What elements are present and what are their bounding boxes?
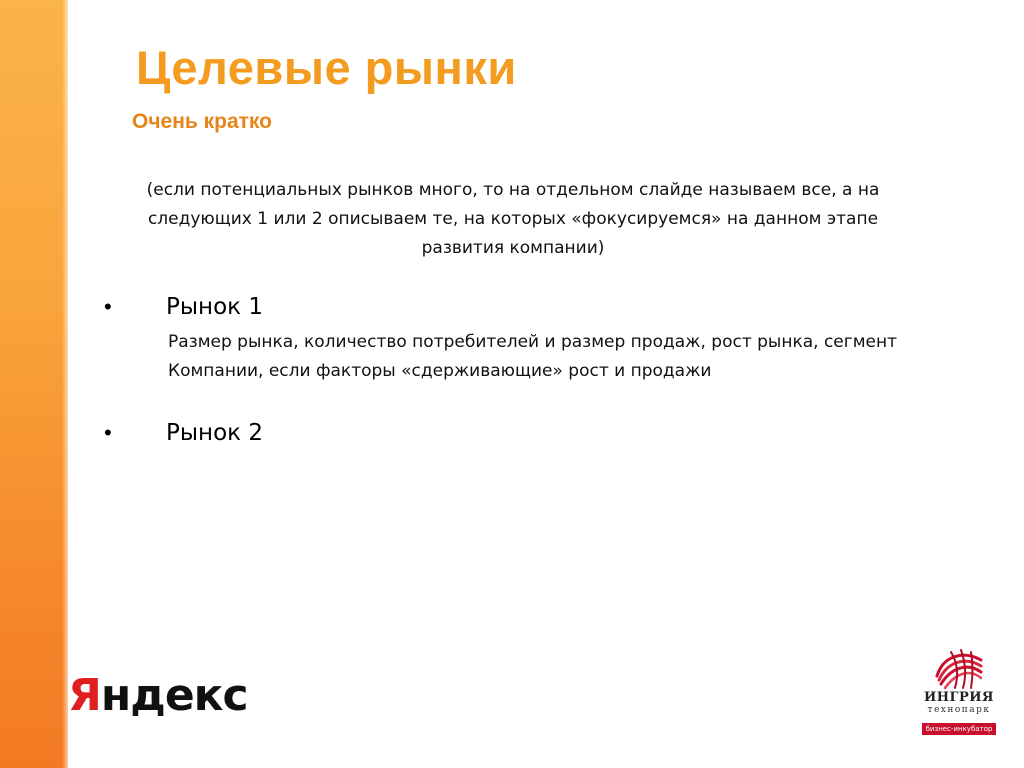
slide-subtitle: Очень кратко — [132, 110, 272, 133]
yandex-logo-first-letter: Я — [68, 670, 101, 721]
bullet-marker: • — [104, 294, 112, 319]
slide-note: (если потенциальных рынков много, то на отдельном слайде называем все, а на следующих 1 или 2 описываем те, на которых «фокусируемся» на данном этапе развития компании) — [146, 180, 880, 258]
ingria-name: ИНГРИЯ — [923, 690, 995, 705]
slide-title: Целевые рынки — [136, 41, 517, 94]
bullet-item-market-2 — [104, 418, 404, 448]
ingria-logo — [914, 646, 1004, 746]
bullet-marker: • — [104, 420, 112, 445]
side-accent-stripe — [0, 0, 68, 768]
ingria-badge: бизнес-инкубатор — [922, 723, 997, 735]
bullet-label: Рынок 2 — [166, 420, 263, 446]
yandex-logo — [68, 668, 248, 724]
yandex-logo-rest: ндекс — [100, 670, 248, 721]
bullet-description: Размер рынка, количество потребителей и размер продаж, рост рынка, сегмент Компании, если факторы «сдерживающие» рост и продажи — [168, 332, 897, 381]
bullet-item-market-1 — [104, 292, 404, 322]
ingria-subtitle: технопарк — [927, 705, 991, 715]
ingria-emblem-icon — [933, 646, 985, 690]
bullet-label: Рынок 1 — [166, 294, 263, 320]
